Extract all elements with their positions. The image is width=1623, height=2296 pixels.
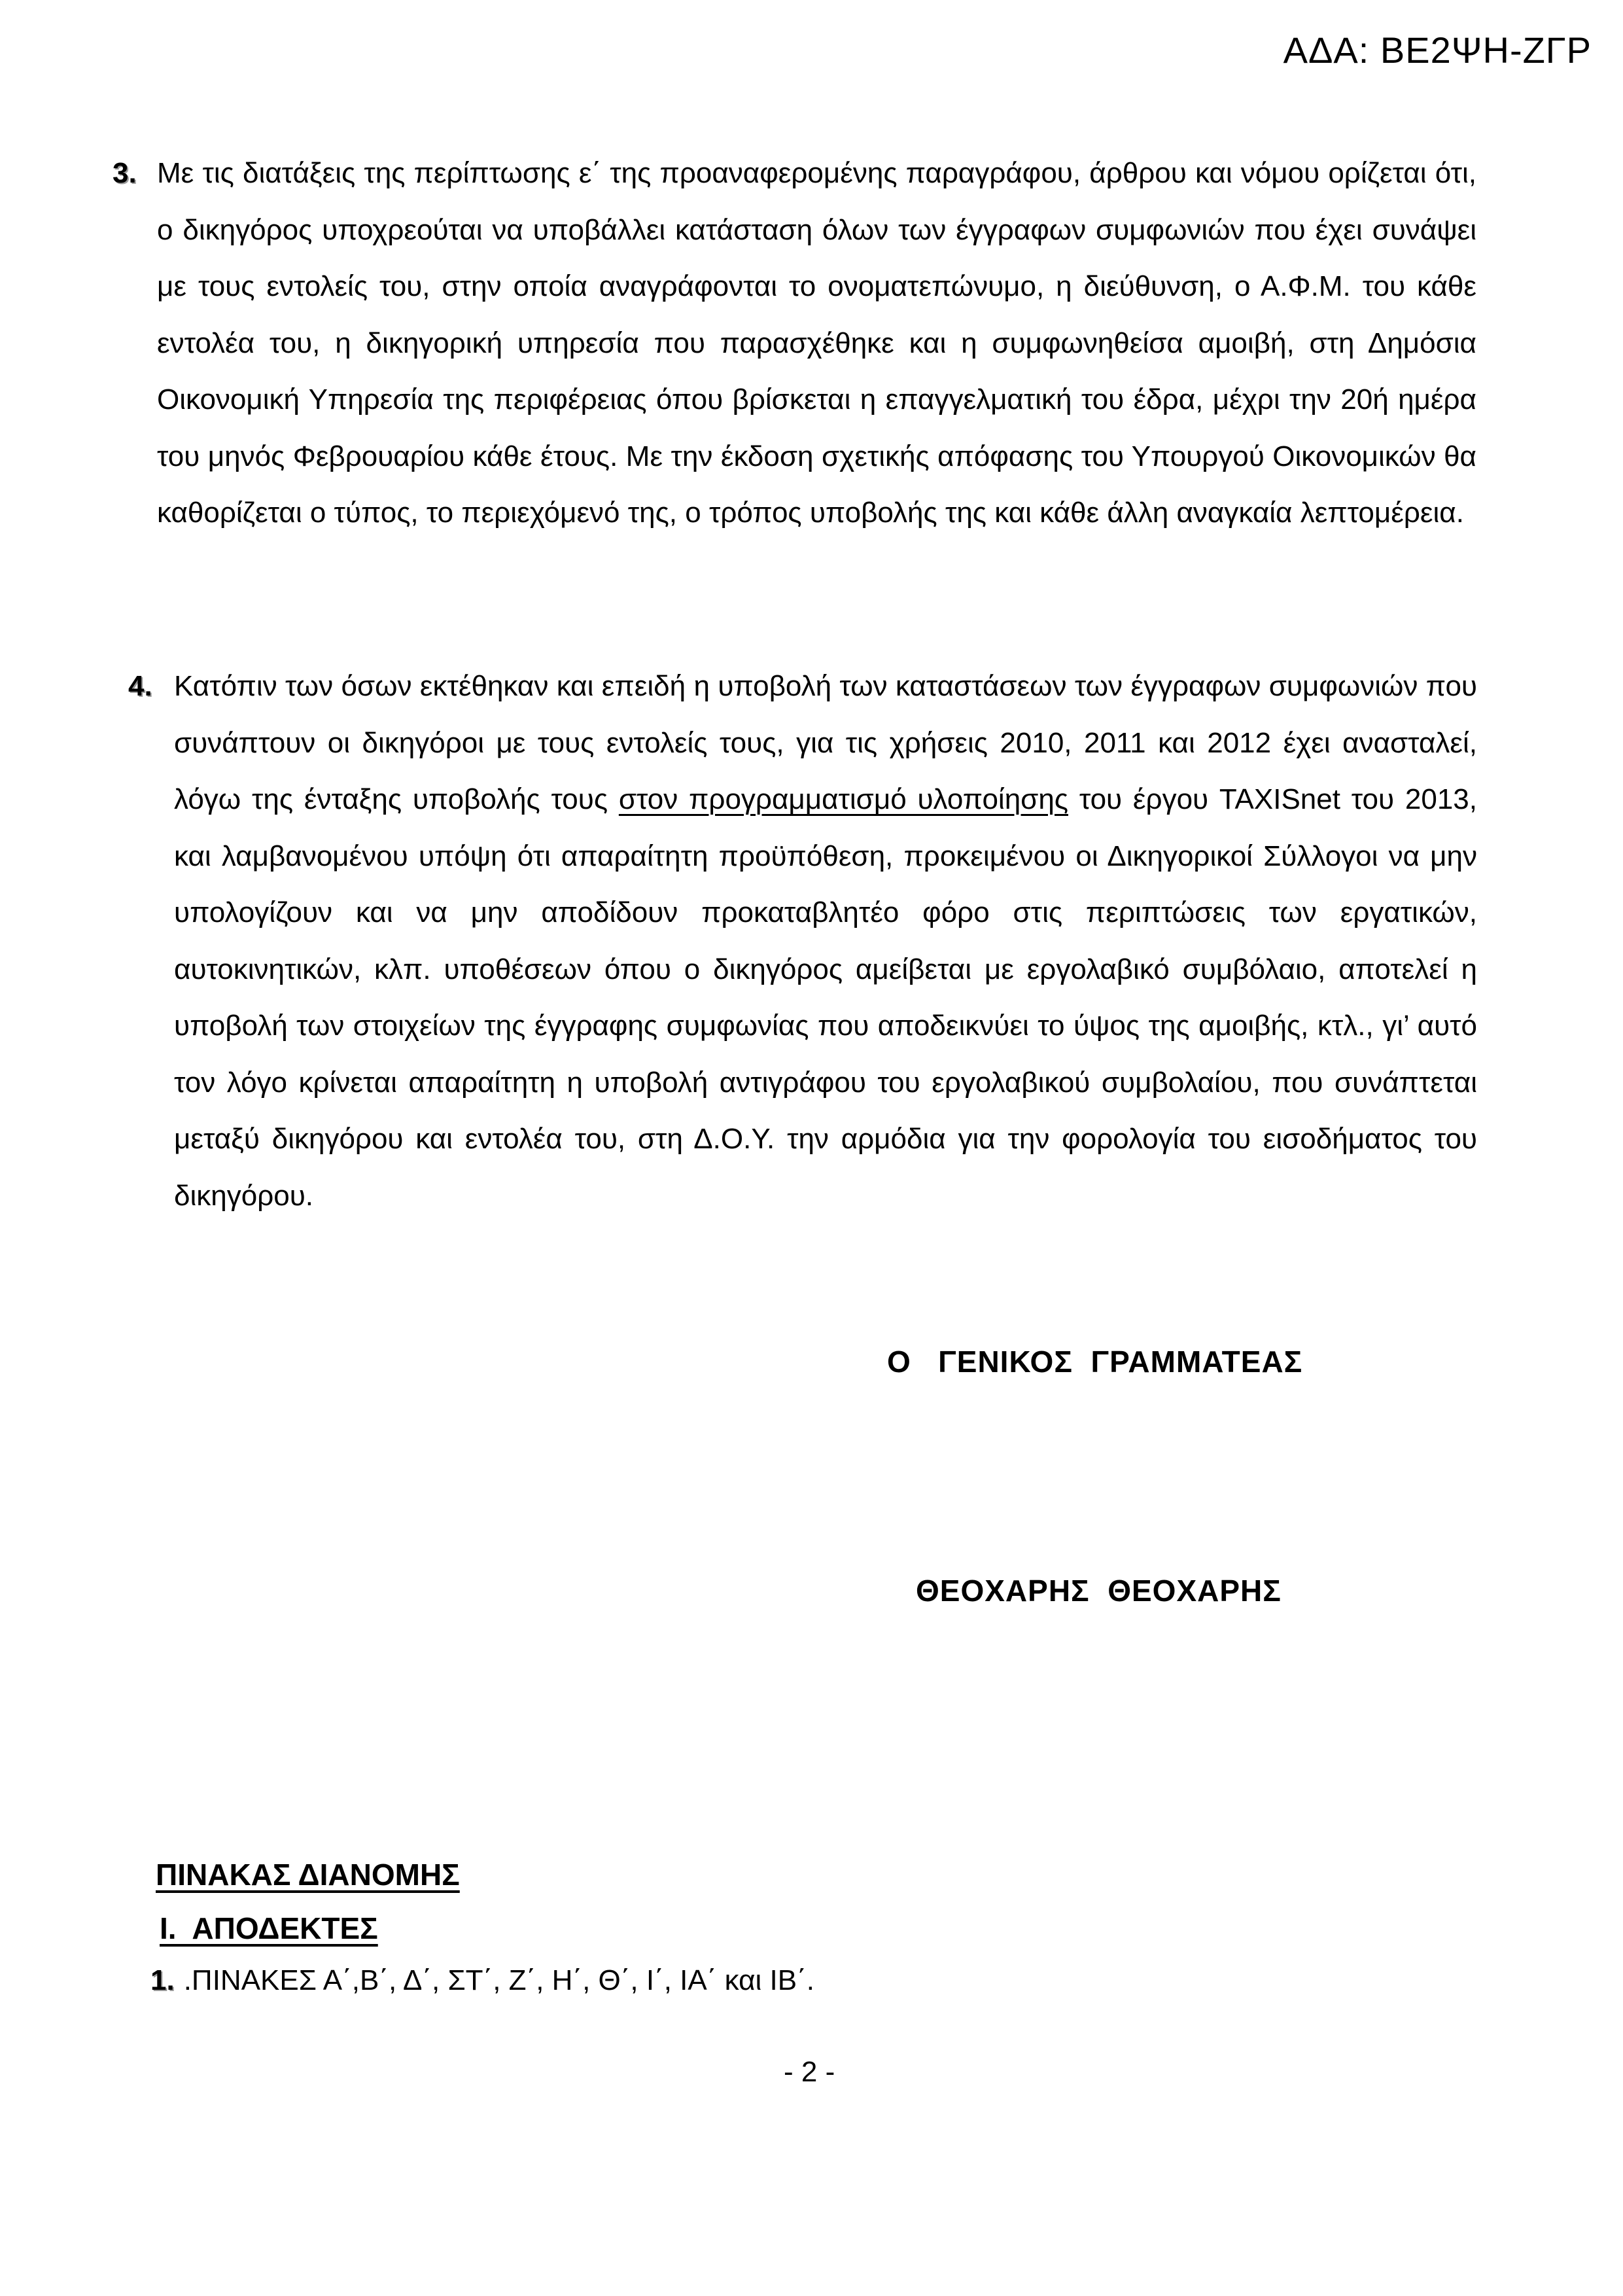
paragraph-item-4 bbox=[128, 658, 1477, 1224]
distribution-item-number: 1. bbox=[150, 1964, 175, 1996]
distribution-item-text: .ΠΙΝΑΚΕΣ Α΄,Β΄, Δ΄, ΣΤ΄, Ζ΄, Η΄, Θ΄, Ι΄, ΙΑ΄ και ΙΒ΄. bbox=[183, 1964, 814, 1996]
ada-code: ΑΔΑ: ΒΕ2ΨΗ-ΖΓΡ bbox=[1283, 29, 1592, 71]
distribution-list-item bbox=[150, 1964, 814, 1997]
item-text-4-after: του έργου TAXISnet του 2013, και λαμβανομένου υπόψη ότι απαραίτητη προϋπόθεση, προκειμένου οι Δικηγορικοί Σύλλογοι να μην υπολογίζουν και να μην αποδίδουν προκαταβλητέο φόρο στις περιπτώσεις των εργατικών, αυτοκινητικών, κλπ. υποθέσεων όπου ο δικηγόρος αμείβεται με εργολαβικό συμβόλαιο, αποτελεί η υποβολή των στοιχείων της έγγραφης συμφωνίας που αποδεικνύει το ύψος της αμοιβής, κτλ., γι’ αυτό τον λόγο κρίνεται απαραίτητη η υποβολή αντιγράφου του εργολαβικού συμβολαίου, που συνάπτεται μεταξύ δικηγόρου και εντολέα του, στη Δ.Ο.Υ. την αρμόδια για την φορολογία του εισοδήματος του δικηγόρου. bbox=[174, 783, 1477, 1212]
signature-title: Ο ΓΕΝΙΚΟΣ ΓΡΑΜΜΑΤΕΑΣ bbox=[887, 1345, 1303, 1379]
item-number-3: 3. bbox=[113, 157, 137, 189]
item-text-4-before: Κατόπιν των όσων εκτέθηκαν και επειδή η υποβολή των καταστάσεων των έγγραφων συμφωνιών που συνάπτουν οι δικηγόροι με τους εντολείς τους, για τις χρήσεις 2010, 2011 και 2012 έχει ανασταλεί, λόγω της ένταξης υποβολής τους bbox=[174, 670, 1477, 815]
item-text-3: Με τις διατάξεις της περίπτωσης ε΄ της προαναφερομένης παραγράφου, άρθρου και νόμου ορίζεται ότι, ο δικηγόρος υποχρεούται να υποβάλλει κατάσταση όλων των έγγραφων συμφωνιών που έχει συνάψει με τους εντολείς του, στην οποία αναγράφονται το ονοματεπώνυμο, η διεύθυνση, ο Α.Φ.Μ. του κάθε εντολέα του, η δικηγορική υπηρεσία που παρασχέθηκε και η συμφωνηθείσα αμοιβή, στη Δημόσια Οικονομική Υπηρεσία της περιφέρειας όπου βρίσκεται η επαγγελματική του έδρα, μέχρι την 20ή ημέρα του μηνός Φεβρουαρίου κάθε έτους. Με την έκδοση σχετικής απόφασης του Υπουργού Οικονομικών θα καθορίζεται ο τύπος, το περιεχόμενό της, ο τρόπος υποβολής της και κάθε άλλη αναγκαία λεπτομέρεια. bbox=[157, 157, 1476, 529]
distribution-heading: ΠΙΝΑΚΑΣ ΔΙΑΝΟΜΗΣ bbox=[156, 1858, 460, 1892]
page-number: - 2 - bbox=[784, 2056, 835, 2088]
item-number-4: 4. bbox=[128, 670, 152, 702]
paragraph-item-3 bbox=[113, 145, 1476, 542]
distribution-subheading: Ι. ΑΠΟΔΕΚΤΕΣ bbox=[160, 1911, 378, 1945]
item-text-4-underlined: στον προγραμματισμό υλοποίησης bbox=[618, 783, 1068, 815]
signature-name: ΘΕΟΧΑΡΗΣ ΘΕΟΧΑΡΗΣ bbox=[916, 1574, 1282, 1608]
item-text-4 bbox=[174, 658, 1477, 1224]
